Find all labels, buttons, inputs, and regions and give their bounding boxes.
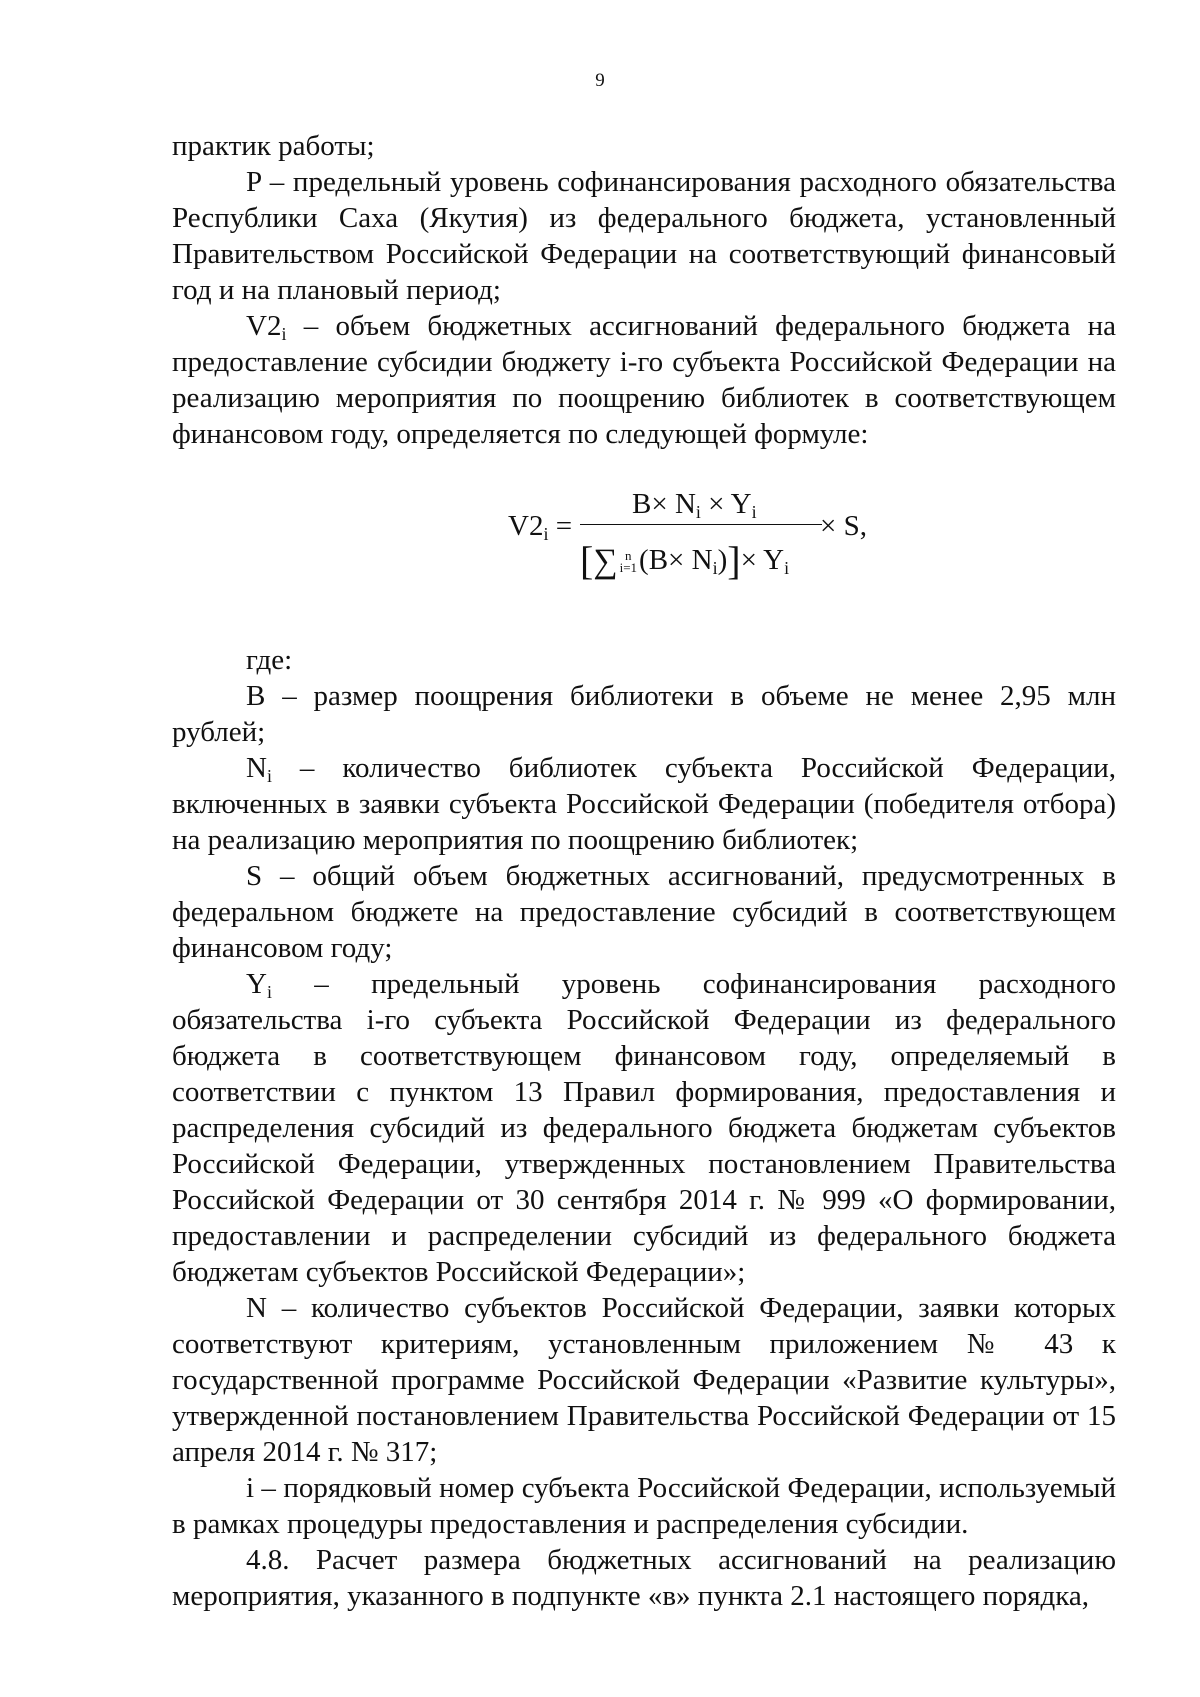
v2-subscript: i [281, 324, 287, 344]
formula-rhs: × S, [820, 510, 867, 542]
definition-n-i: $N_i$ – количество библиотек субъекта Российской Федерации, включенных в заявки субъекта Российской Федерации (победителя отбора) на реализацию мероприятия по поощрению библиотек; [172, 752, 1116, 856]
definition-b: B – размер поощрения библиотеки в объеме не менее 2,95 млн рублей; [172, 680, 1116, 748]
definition-y-i: $Y_i$ – предельный уровень софинансирования расходного обязательства i-го субъекта Российской Федерации из федерального бюджета в соответствующем финансовом году, определяемый в соответствии с пунктом 13 Правил формирования, предоставления и распределения субсидий из федерального бюджета бюджетам субъектов Российской Федерации, утвержденных постановлением Правительства Российской Федерации от 30 сентября 2014 г. № 999 «О формировании, предоставлении и распределении субсидий из федерального бюджета бюджетам субъектов Российской Федерации»; [172, 968, 1116, 1288]
definitions-block [172, 642, 1116, 1614]
definition-n: N – количество субъектов Российской Федерации, заявки которых соответствуют критериям, установленным приложением № 43 к государственной программе Российской Федерации «Развитие культуры», утвержденной постановлением Правительства Российской Федерации от 15 апреля 2014 г. № 317; [172, 1292, 1116, 1468]
definition-i: i – порядковый номер субъекта Российской Федерации, используемый в рамках процедуры предоставления и распределения субсидии. [172, 1472, 1116, 1540]
paragraph-p-definition: P – предельный уровень софинансирования расходного обязательства Республики Саха (Якутия) из федерального бюджета, установленный Правительством Российской Федерации на соответствующий финансовый год и на плановый период; [172, 166, 1116, 306]
formula [508, 484, 928, 588]
definition-s: S – общий объем бюджетных ассигнований, предусмотренных в федеральном бюджете на предоставление субсидий в соответствующем финансовом году; [172, 860, 1116, 964]
paragraph-v2-definition [172, 308, 1116, 452]
top-text-block [172, 128, 1116, 452]
formula-denominator: [∑ n $i=1(B\times N_i)]\times Y_i$ [580, 538, 790, 583]
formula-lhs: $V2_i$ = [508, 510, 573, 544]
fraction-bar [580, 524, 822, 525]
v2-symbol: V2 [246, 310, 282, 342]
formula-numerator: $B\times N_i \times Y_i$ [632, 488, 757, 522]
section-4-8: 4.8. Расчет размера бюджетных ассигнований на реализацию мероприятия, указанного в подпункте «в» пункта 2.1 настоящего порядка, [172, 1544, 1116, 1612]
open-bracket: [ [580, 538, 594, 583]
close-bracket: ] [727, 538, 741, 583]
sum-limits: n i=1 [619, 548, 638, 576]
page-number: 9 [595, 70, 605, 91]
v2-definition-text: – объем бюджетных ассигнований федерального бюджета на предоставление субсидии бюджету i-го субъекта Российской Федерации на реализацию мероприятия по поощрению библиотек в соответствующем финансовом году, определяется по следующей формуле: [172, 310, 1116, 450]
paragraph-continuation: практик работы; [172, 130, 375, 162]
where-label: где: [246, 644, 293, 676]
sum-sign: ∑ [593, 543, 618, 580]
